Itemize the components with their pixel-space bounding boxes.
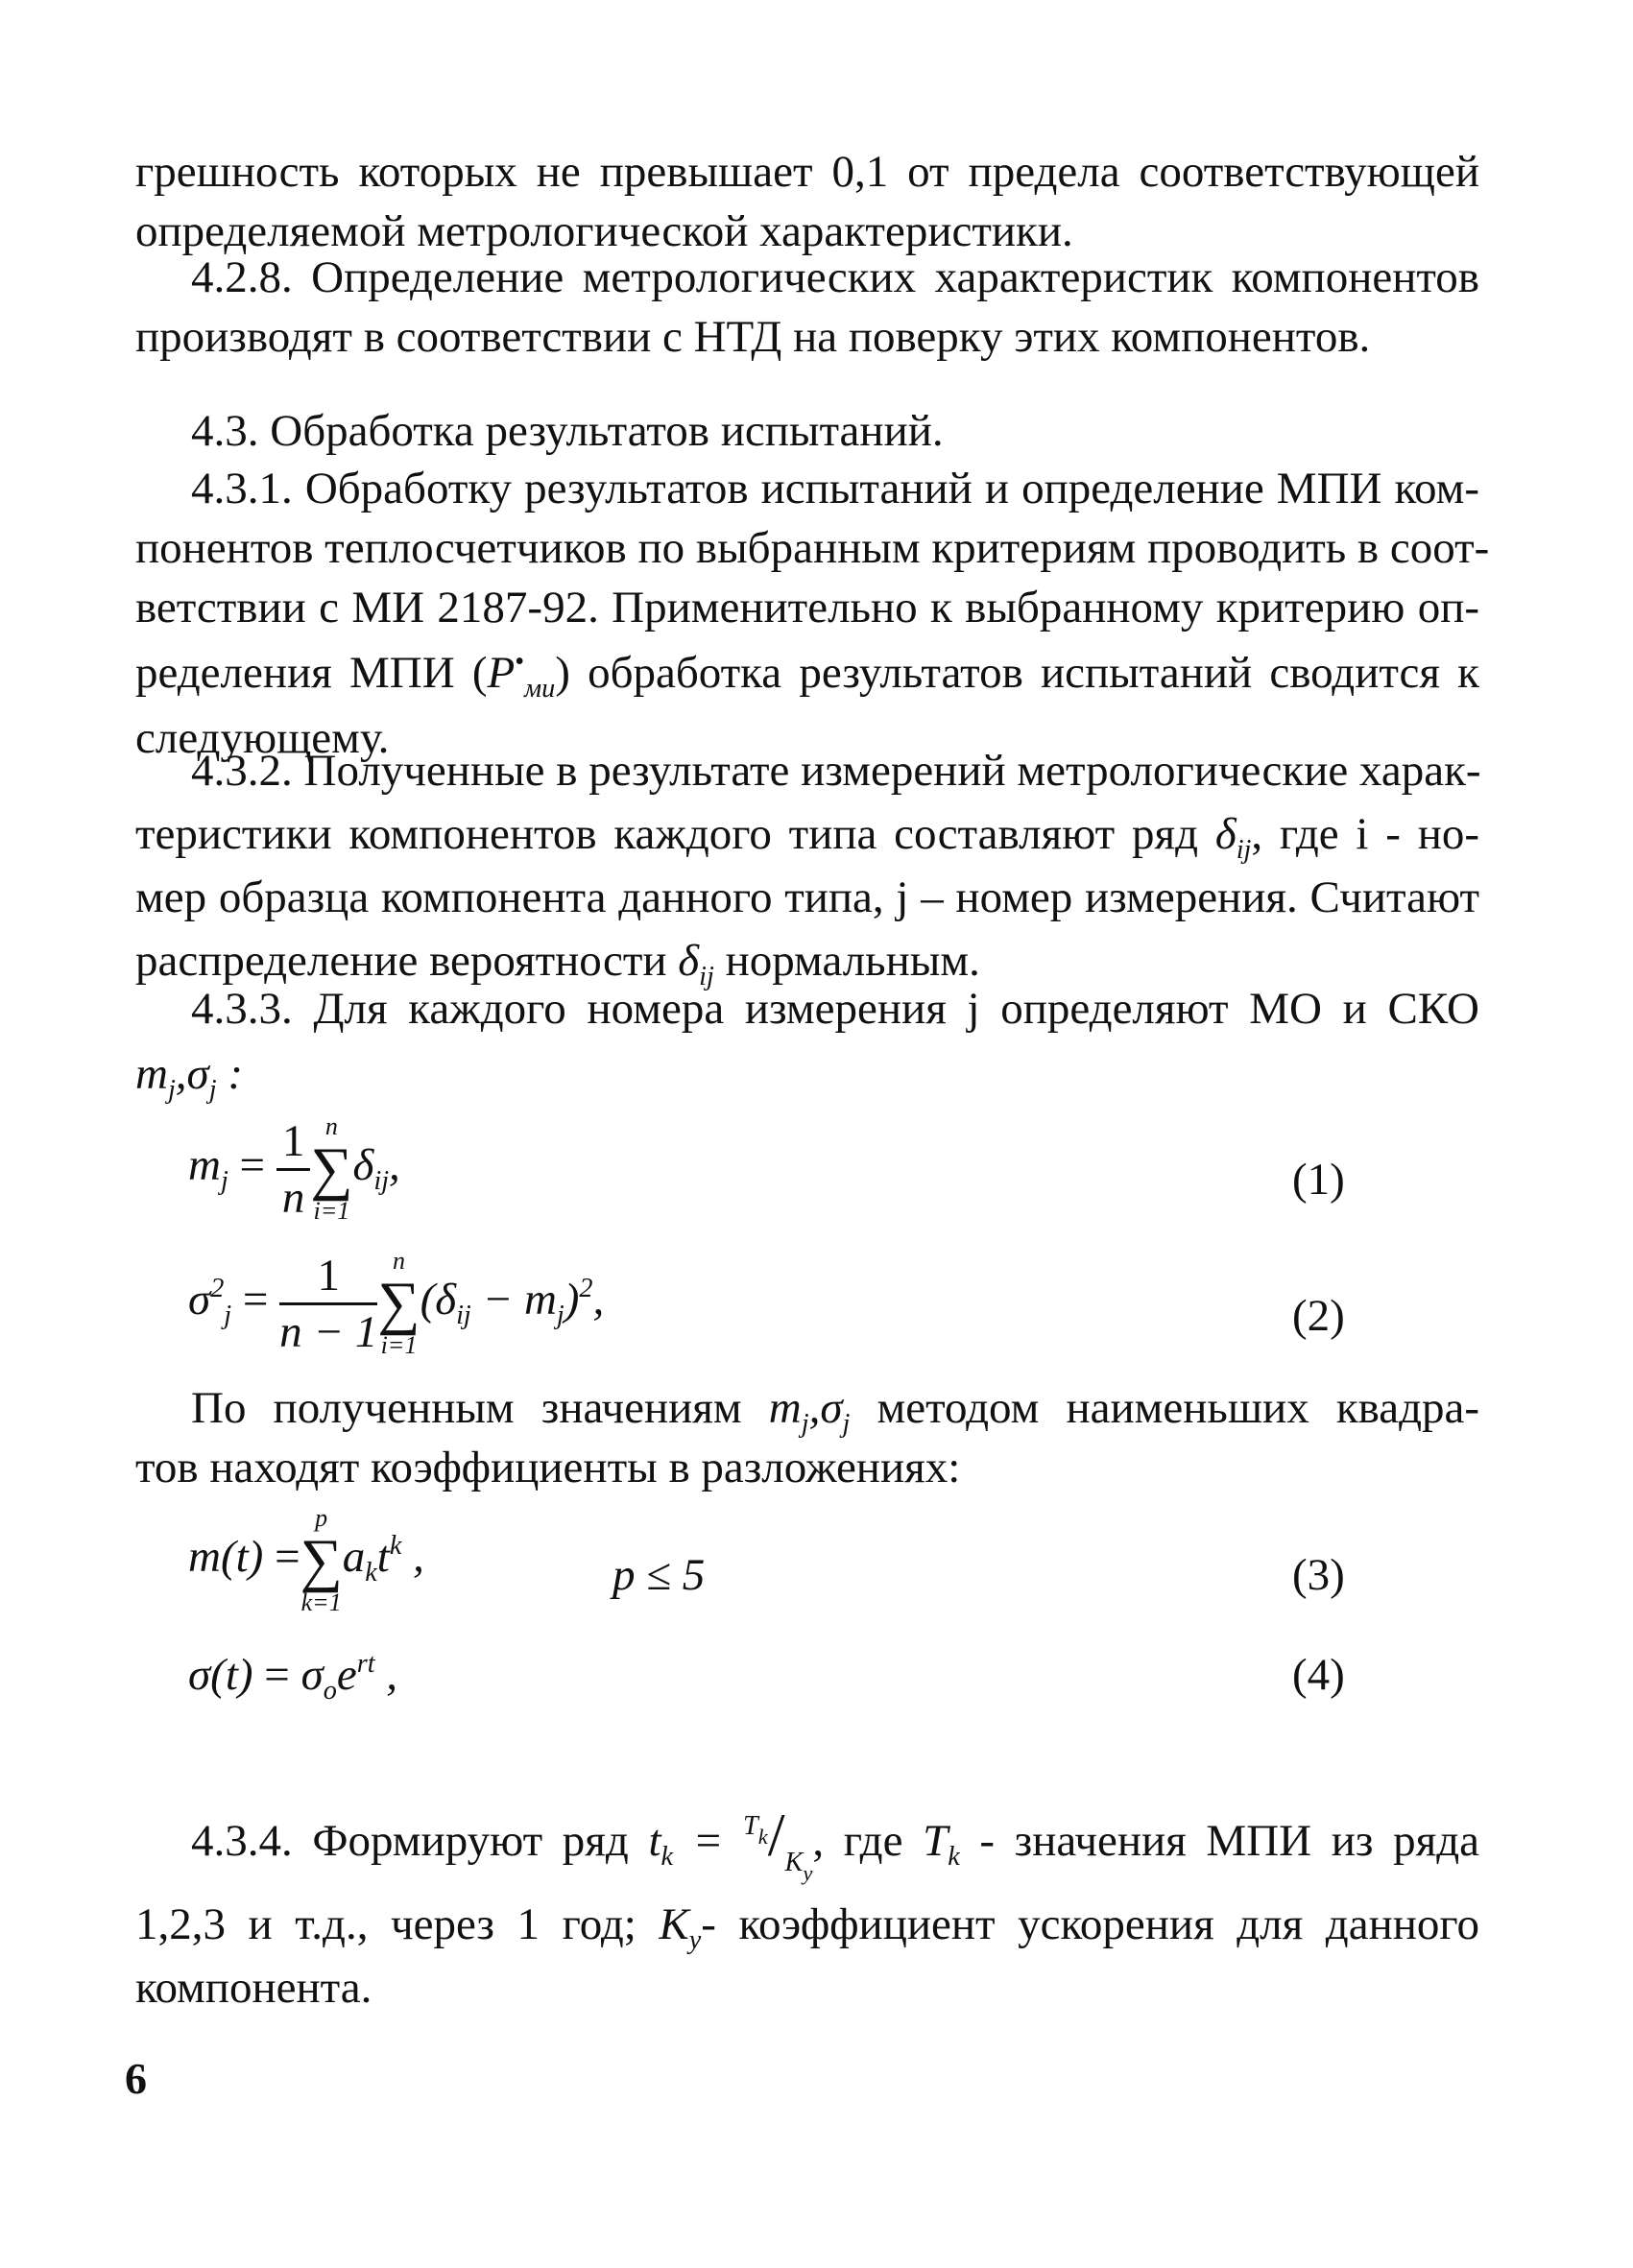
page-number: 6 (125, 2054, 147, 2103)
text-line: компонента. (135, 1963, 372, 2013)
paragraph-4-3-3 (135, 979, 1479, 1104)
text-line: ветствии с МИ 2187-92. Применительно к выбранному критерию оп- (135, 583, 1479, 633)
text-line-with-formula: распределение вероятности $\delta_{ij}$ нормальным. (135, 936, 980, 991)
text-line-with-formula: теристики компонентов каждого типа составляют ряд $\delta_{ij}$, где i - но- (135, 809, 1479, 865)
paragraph-4-3-4 (135, 1797, 1479, 2017)
inline-formula-Tk: $T_k$ (923, 1816, 960, 1872)
inline-formula-mj-sigmaj: $m_j,\sigma_j$ (768, 1383, 851, 1439)
equation-4: $\sigma(t) = \sigma_oe^{rt}$ , (188, 1649, 398, 1706)
text-line: производят в соответствии с НТД на поверку этих компонентов. (135, 312, 1371, 362)
equation-number: (2) (1292, 1291, 1345, 1341)
equation-number: (4) (1292, 1650, 1345, 1700)
inline-formula-Ky: $K_y$ (659, 1899, 702, 1955)
equation-1: $m_j$ = $\frac{1}{n}$ n ∑ i=1 $\delta_{ij}$, (188, 1112, 400, 1225)
inline-formula-delta-ij: $\delta_{ij}$ (1214, 809, 1252, 865)
equation-number: (3) (1292, 1550, 1345, 1600)
text-line: понентов теплосчетчиков по выбранным критериям проводить в соот- (135, 523, 1490, 573)
text-line: 4.3.1. Обработку результатов испытаний и определение МПИ ком- (191, 464, 1479, 513)
text-line: 4.2.8. Определение метрологических характеристик компонентов (191, 252, 1479, 302)
text-line: грешность которых не превышает 0,1 от предела соответствующей (135, 147, 1479, 197)
equation-number: (1) (1292, 1155, 1345, 1205)
paragraph-4-3-1 (135, 459, 1490, 768)
text-line: мер образца компонента данного типа, j – номер измерения. Считают (135, 872, 1479, 922)
text-line-with-formula: 4.3.4. Формируют ряд $t_k = ^{T_k}/_{K_y}$, где $T_k$ - значения МПИ из ряда (191, 1801, 1479, 1885)
equation-2: $\sigma^2_j$ = $\frac{1}{n - 1}$ n ∑ i=1 $(\delta_{ij} - m_j)^2$, (188, 1247, 605, 1359)
text-line: следующему. (135, 713, 390, 763)
text-line-with-formula: ределения МПИ $(P^•_{ми})$ обработка результатов испытаний сводится к (135, 647, 1479, 704)
section-heading-4-3 (135, 401, 1479, 461)
text-line: тов находят коэффициенты в разложениях: (135, 1443, 961, 1492)
paragraph-continuation (135, 142, 1479, 261)
text-line-with-formula: По полученным значениям $m_j,\sigma_j$ методом наименьших квадра- (191, 1383, 1480, 1439)
inline-formula-p-mi: $P^•_{ми}$ (487, 647, 556, 704)
inline-formula-tk: $t_k = ^{T_k}/_{K_y}$ (648, 1801, 813, 1885)
text-line: 4.3.2. Полученные в результате измерений метрологические харак- (191, 746, 1481, 796)
inline-formula-delta-ij: $\delta_{ij}$ (678, 936, 714, 991)
text-line: определяемой метрологической характеристики. (135, 206, 1073, 256)
text-line: 4.3.3. Для каждого номера измерения j определяют МО и СКО (191, 984, 1479, 1034)
text-line: 4.3. Обработка результатов испытаний. (191, 406, 944, 456)
paragraph-4-3-2 (135, 741, 1479, 991)
equation-3-condition: p ≤ 5 (612, 1550, 706, 1600)
paragraph-4-2-8 (135, 248, 1479, 367)
equation-3: m(t) = p ∑ k=1 $a_kt^k$ , (188, 1504, 424, 1616)
paragraph-least-squares (135, 1378, 1479, 1497)
inline-formula-mj-sigmaj: $m_j,\sigma_j$ : (135, 1049, 243, 1105)
text-line-with-formula: 1,2,3 и т.д., через 1 год; $K_y-$ коэффициент ускорения для данного (135, 1899, 1479, 1955)
